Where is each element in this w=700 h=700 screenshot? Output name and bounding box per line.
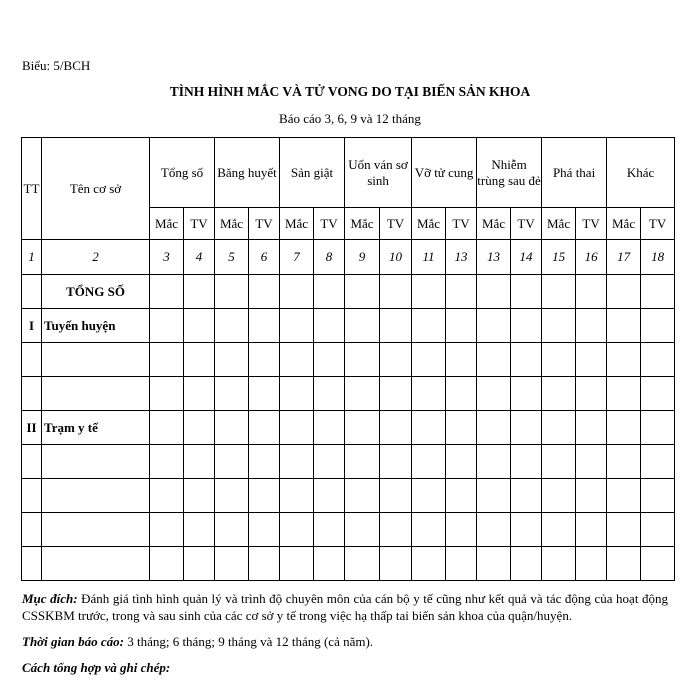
table-cell [412,377,446,411]
table-cell [184,479,215,513]
table-cell [641,547,675,581]
table-cell [412,411,446,445]
subheader-cases: Mắc [215,208,249,240]
table-cell [412,275,446,309]
table-cell [249,343,280,377]
period-label: Thời gian báo cáo: [22,634,124,649]
period-paragraph [22,633,668,650]
table-cell [380,479,412,513]
table-cell [446,445,477,479]
table-cell [542,411,576,445]
column-number: 8 [314,240,345,275]
table-cell [380,411,412,445]
table-cell [314,411,345,445]
subheader-cases: Mắc [280,208,314,240]
table-cell [542,309,576,343]
table-cell [345,411,380,445]
table-cell [542,479,576,513]
purpose-paragraph [22,590,668,624]
table-cell [576,343,607,377]
table-cell [215,309,249,343]
column-number: 18 [641,240,675,275]
column-number: 13 [446,240,477,275]
table-cell [412,445,446,479]
column-number: 15 [542,240,576,275]
header-group-eclampsia: Sản giật [280,138,345,208]
report-table [21,137,675,581]
table-cell [184,275,215,309]
table-cell [380,513,412,547]
table-cell [150,275,184,309]
table-cell [607,377,641,411]
table-cell [42,445,150,479]
table-cell [22,547,42,581]
table-cell [184,309,215,343]
table-cell [314,275,345,309]
table-cell [446,411,477,445]
header-tt: TT [22,138,42,240]
table-cell [607,547,641,581]
subheader-deaths: TV [576,208,607,240]
subheader-cases: Mắc [607,208,641,240]
table-cell [345,547,380,581]
table-cell [380,309,412,343]
table-cell [511,411,542,445]
table-cell [380,377,412,411]
table-cell [446,513,477,547]
table-cell [215,547,249,581]
table-cell [314,309,345,343]
table-cell [314,377,345,411]
column-number: 11 [412,240,446,275]
table-cell [42,547,150,581]
column-number: 17 [607,240,641,275]
table-cell [607,309,641,343]
table-cell [280,275,314,309]
table-cell [641,479,675,513]
table-cell [641,377,675,411]
column-number: 3 [150,240,184,275]
table-cell [641,309,675,343]
table-cell [412,479,446,513]
notes-section [22,590,668,685]
section-label: Trạm y tế [42,411,150,445]
header-group-abortion: Phá thai [542,138,607,208]
header-group-uterine-rupture: Vỡ tử cung [412,138,477,208]
table-cell [511,275,542,309]
table-cell [22,445,42,479]
table-cell [215,377,249,411]
method-label: Cách tổng hợp và ghi chép: [22,660,171,675]
table-cell [607,343,641,377]
total-label: TỔNG SỐ [42,275,150,309]
table-cell [576,479,607,513]
blank-row [22,445,675,479]
table-cell [22,275,42,309]
table-cell [280,343,314,377]
table-cell [215,275,249,309]
table-cell [380,547,412,581]
table-cell [477,309,511,343]
table-cell [380,275,412,309]
table-cell [511,343,542,377]
table-cell [280,445,314,479]
table-cell [542,275,576,309]
table-cell [215,513,249,547]
table-cell [22,513,42,547]
table-cell [607,275,641,309]
table-cell [314,479,345,513]
table-cell [576,547,607,581]
column-number: 14 [511,240,542,275]
subheader-deaths: TV [446,208,477,240]
header-group-postpartum-infection: Nhiễm trùng sau đẻ [477,138,542,208]
column-number: 10 [380,240,412,275]
table-cell [314,445,345,479]
table-cell [249,547,280,581]
table-cell [542,343,576,377]
table-cell [150,411,184,445]
table-cell [576,513,607,547]
blank-row [22,479,675,513]
form-code: Biểu: 5/BCH [22,58,91,73]
column-number: 7 [280,240,314,275]
table-cell [215,411,249,445]
table-cell [345,445,380,479]
header-facility-name: Tên cơ sở [42,138,150,240]
table-cell [345,343,380,377]
subheader-cases: Mắc [345,208,380,240]
table-cell [542,377,576,411]
subheader-deaths: TV [511,208,542,240]
table-cell [446,343,477,377]
table-cell [22,479,42,513]
table-cell [249,445,280,479]
table-cell [607,445,641,479]
section-row-health-station [22,411,675,445]
table-cell [477,377,511,411]
table-cell [477,343,511,377]
table-cell [446,275,477,309]
table-cell [542,547,576,581]
table-cell [446,377,477,411]
subheader-deaths: TV [314,208,345,240]
method-paragraph [22,659,668,676]
header-group-neonatal-tetanus: Uốn ván sơ sinh [345,138,412,208]
table-cell [215,445,249,479]
column-number: 13 [477,240,511,275]
subheader-cases: Mắc [477,208,511,240]
table-cell [477,479,511,513]
subheader-deaths: TV [249,208,280,240]
blank-row [22,513,675,547]
table-cell [22,377,42,411]
header-group-hemorrhage: Băng huyết [215,138,280,208]
section-roman-numeral: II [22,411,42,445]
blank-row [22,343,675,377]
table-cell [215,343,249,377]
table-cell [184,343,215,377]
table-cell [345,513,380,547]
table-cell [184,513,215,547]
table-cell [150,479,184,513]
column-number: 1 [22,240,42,275]
table-cell [22,343,42,377]
section-roman-numeral: I [22,309,42,343]
column-number: 2 [42,240,150,275]
table-cell [511,513,542,547]
table-cell [249,275,280,309]
table-cell [576,377,607,411]
column-number: 5 [215,240,249,275]
table-cell [446,479,477,513]
report-title: TÌNH HÌNH MẮC VÀ TỬ VONG DO TẠI BIẾN SẢN KHOA [169,84,531,99]
table-cell [511,377,542,411]
table-cell [607,479,641,513]
table-cell [576,275,607,309]
purpose-text: Đánh giá tình hình quản lý và trình độ chuyên môn của cán bộ y tế cũng như kết quả và tác động của hoạt động CSSKBM trước, trong và sau sinh của các cơ sở y tế trong việc hạ thấp tai biến sản khoa của quận/huyện. [22,591,668,623]
header-group-other: Khác [607,138,675,208]
table-cell [511,547,542,581]
table-cell [607,513,641,547]
table-cell [477,547,511,581]
table-cell [477,275,511,309]
table-cell [280,547,314,581]
table-cell [184,547,215,581]
table-cell [42,343,150,377]
table-cell [150,309,184,343]
table-cell [607,411,641,445]
subheader-cases: Mắc [150,208,184,240]
table-cell [641,411,675,445]
table-cell [184,445,215,479]
table-cell [280,377,314,411]
table-cell [280,513,314,547]
table-cell [477,445,511,479]
table-cell [314,513,345,547]
table-cell [42,479,150,513]
column-number: 6 [249,240,280,275]
report-subtitle: Báo cáo 3, 6, 9 và 12 tháng [279,111,421,126]
table-cell [542,445,576,479]
table-cell [345,275,380,309]
table-cell [576,445,607,479]
table-cell [150,547,184,581]
table-cell [345,479,380,513]
header-row-groups [22,138,675,208]
table-cell [249,479,280,513]
table-cell [641,275,675,309]
table-cell [150,513,184,547]
table-cell [446,309,477,343]
subheader-deaths: TV [184,208,215,240]
table-cell [477,513,511,547]
subheader-deaths: TV [641,208,675,240]
table-cell [412,547,446,581]
table-cell [345,309,380,343]
table-cell [511,479,542,513]
table-cell [314,343,345,377]
table-cell [150,377,184,411]
purpose-label: Mục đích: [22,591,78,606]
table-cell [641,445,675,479]
table-cell [380,343,412,377]
table-cell [249,377,280,411]
table-cell [280,309,314,343]
table-cell [345,377,380,411]
table-cell [511,445,542,479]
table-cell [412,343,446,377]
table-cell [314,547,345,581]
table-cell [576,309,607,343]
table-cell [576,411,607,445]
column-number: 9 [345,240,380,275]
table-cell [446,547,477,581]
table-cell [412,513,446,547]
table-cell [42,513,150,547]
table-cell [150,445,184,479]
section-row-district [22,309,675,343]
subheader-cases: Mắc [542,208,576,240]
subheader-deaths: TV [380,208,412,240]
table-cell [215,479,249,513]
table-cell [249,513,280,547]
blank-row [22,377,675,411]
column-number: 4 [184,240,215,275]
total-row [22,275,675,309]
table-cell [280,479,314,513]
table-cell [412,309,446,343]
table-cell [42,377,150,411]
blank-row [22,547,675,581]
table-cell [641,343,675,377]
table-cell [249,309,280,343]
subheader-cases: Mắc [412,208,446,240]
table-cell [380,445,412,479]
column-number: 16 [576,240,607,275]
table-cell [641,513,675,547]
table-cell [150,343,184,377]
period-text: 3 tháng; 6 tháng; 9 tháng và 12 tháng (cả năm). [123,634,374,649]
header-group-total: Tổng số [150,138,215,208]
table-cell [477,411,511,445]
table-cell [249,411,280,445]
table-cell [184,377,215,411]
column-number-row [22,240,675,275]
table-cell [511,309,542,343]
table-cell [542,513,576,547]
section-label: Tuyến huyện [42,309,150,343]
table-cell [280,411,314,445]
table-cell [184,411,215,445]
